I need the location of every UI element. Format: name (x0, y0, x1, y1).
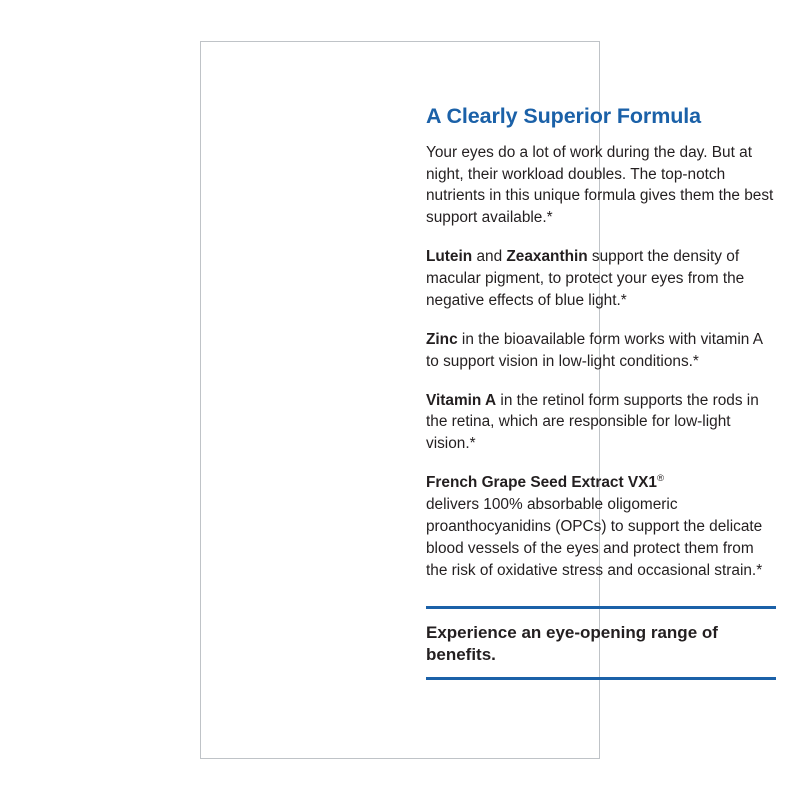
term-zeaxanthin: Zeaxanthin (506, 248, 588, 266)
card-content (426, 104, 776, 680)
term-lutein: Lutein (426, 248, 473, 266)
info-card-panel (200, 41, 774, 759)
footer-tagline: Experience an eye-opening range of benefits. (426, 622, 718, 665)
paragraph-grape-seed (426, 472, 776, 581)
divider-bottom (426, 677, 776, 680)
conjunction-and: and (472, 248, 507, 266)
paragraph-zinc-text: in the bioavailable form works with vitamin A to support vision in low-light conditions.* (426, 330, 763, 370)
paragraph-intro (426, 142, 776, 230)
footer-block (426, 609, 776, 678)
paragraph-vitamin-a-text: in the retinol form supports the rods in the retina, which are responsible for low-light vision.* (426, 391, 759, 453)
page-title: A Clearly Superior Formula (426, 104, 701, 128)
term-french-grape-seed: French Grape Seed Extract VX1 (426, 474, 657, 492)
paragraph-lutein-text: support the density of macular pigment, to protect your eyes from the negative effects of blue light.* (426, 248, 745, 309)
term-zinc: Zinc (426, 330, 458, 348)
paragraph-lutein-zeaxanthin (426, 246, 776, 312)
paragraph-intro-text: Your eyes do a lot of work during the day. But at night, their workload doubles. The top-notch nutrients in this unique formula gives them the best support available.* (426, 143, 774, 227)
term-vitamin-a: Vitamin A (426, 391, 497, 409)
registered-trademark-icon: ® (656, 473, 664, 485)
paragraph-zinc (426, 329, 776, 373)
paragraph-grape-seed-text: delivers 100% absorbable oligomeric proanthocyanidins (OPCs) to support the delicate blood vessels of the eyes and protect them from the risk of oxidative stress and occasional strain.* (426, 496, 763, 579)
paragraph-vitamin-a (426, 390, 776, 456)
